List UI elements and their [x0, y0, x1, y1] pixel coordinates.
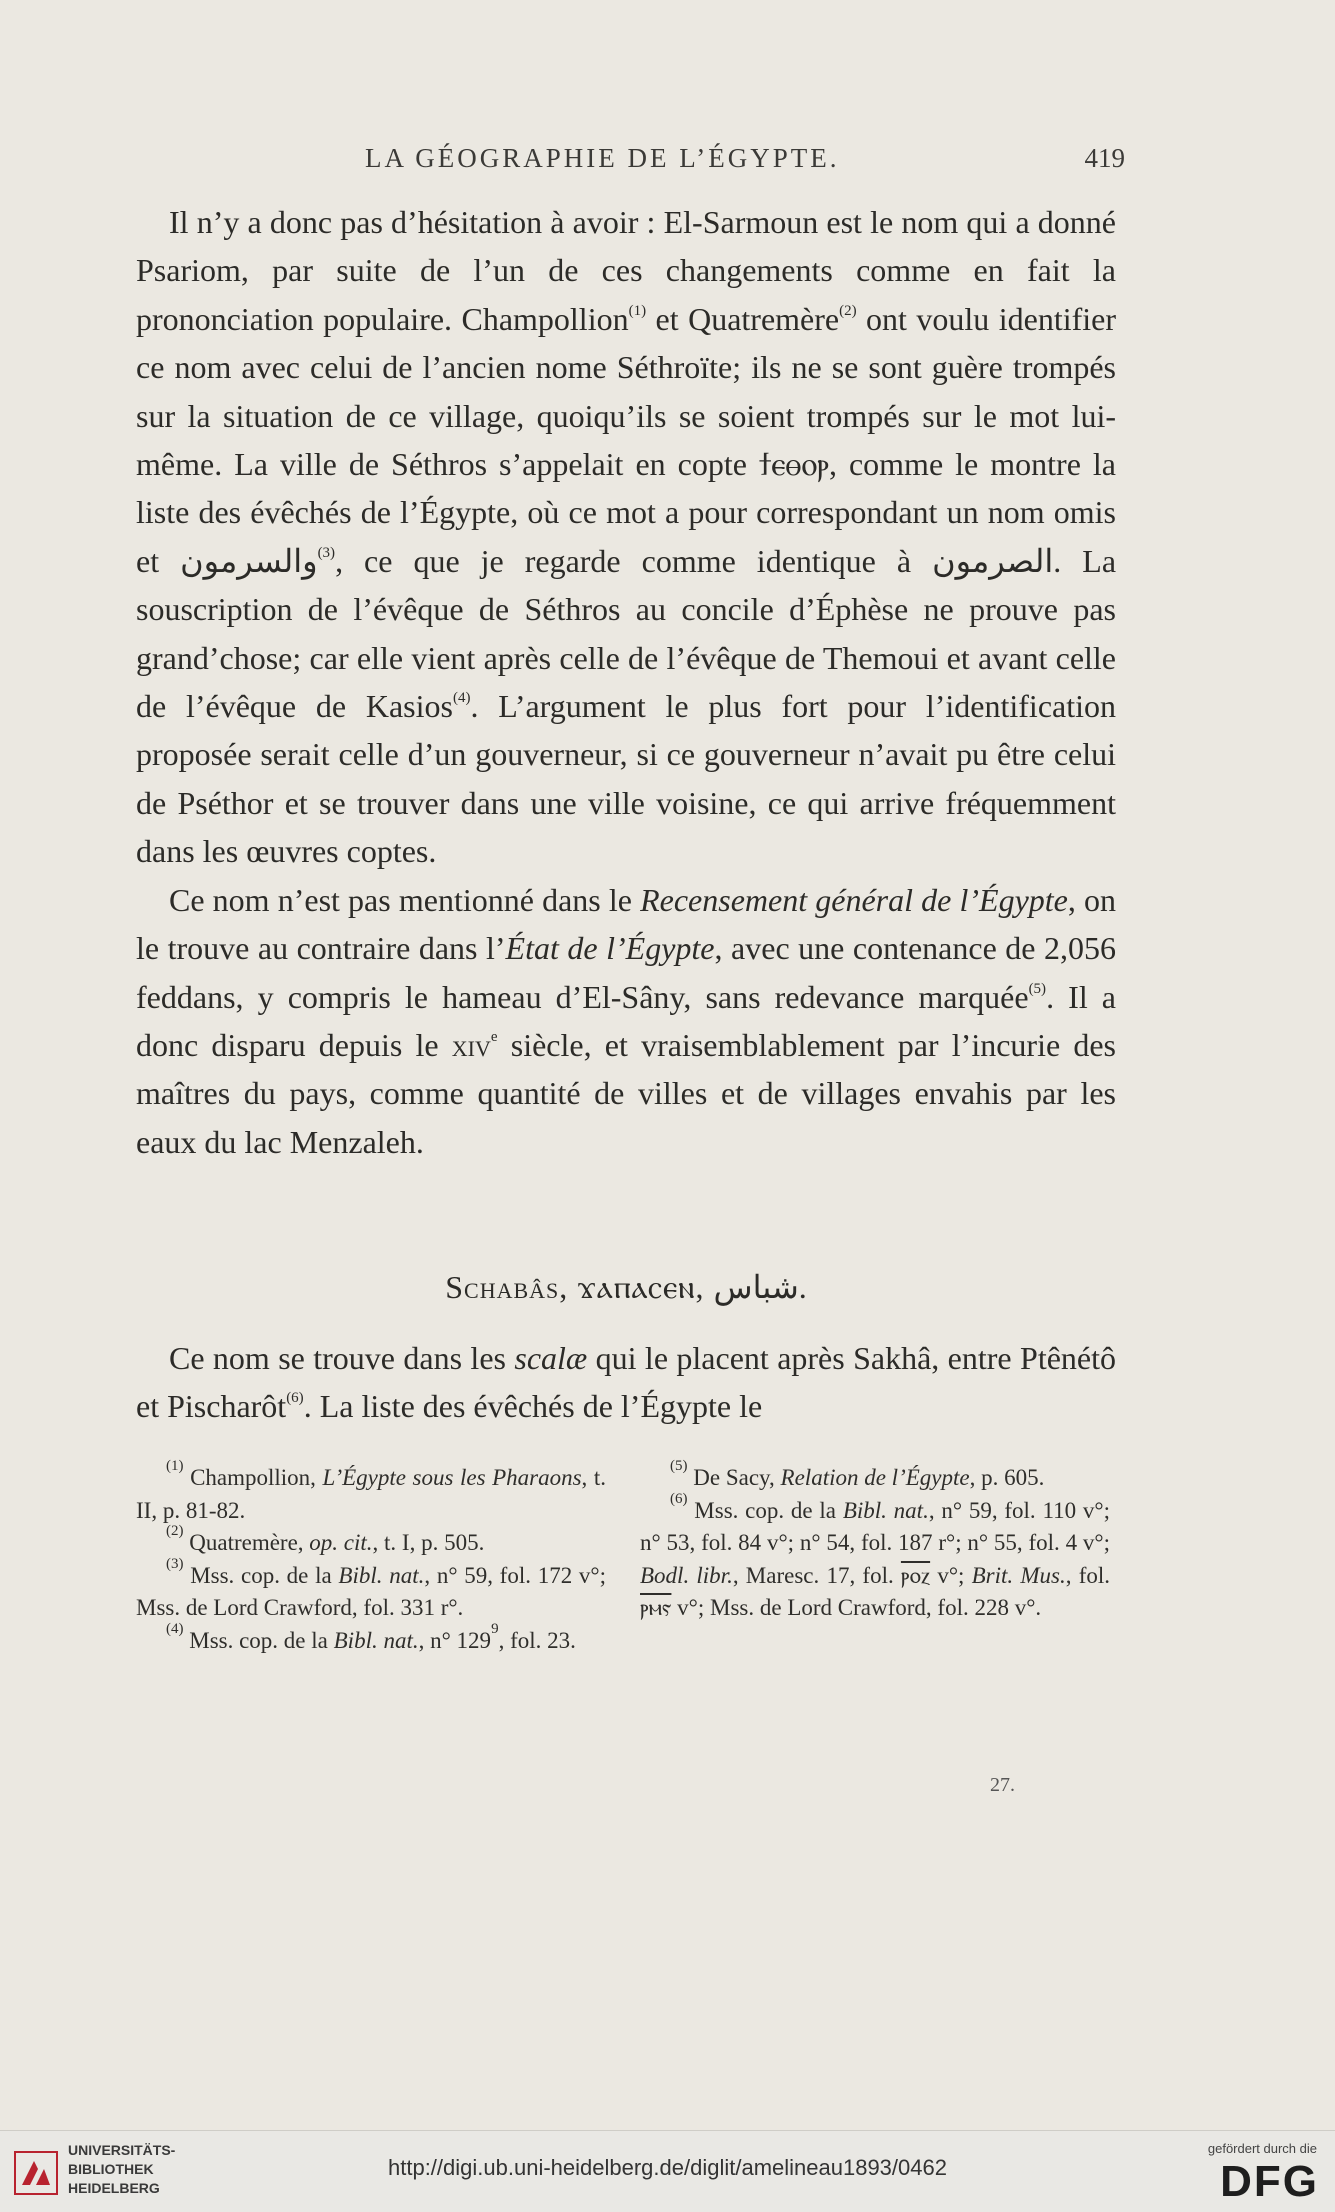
paragraph-3: Ce nom se trouve dans les scalæ qui le placent après Sakhâ, entre Ptênétô et Pischarôt$^{(6)}$. La liste des évêchés de l’Égypte le — [136, 1340, 1117, 1425]
paragraph-2: Ce nom n’est pas mentionné dans le Recensement général de l’Égypte, on le trouve au contraire dans l’État de l’Égypte, avec une contenance de 2,056 feddans, y compris le hameau d’El-Sâny, sans redevance marquée$^{(5)}$. Il a donc disparu depuis le xiv$^e$ siècle, et vraisemblablement par l’incurie des maîtres du pays, comme quantité de villes et de villages envahis par les eaux du lac Menzaleh. — [136, 881, 1117, 1160]
note-ref-2[interactable]: (2) — [839, 302, 857, 319]
note-ref-4[interactable]: (4) — [452, 690, 471, 707]
printer-signature: 27. — [990, 1774, 1015, 1796]
body-text-bottom — [136, 1334, 1116, 1431]
institution-name: UNIVERSITÄTS- BIBLIOTHEK HEIDELBERG — [68, 2142, 176, 2196]
viewer-footer — [0, 2130, 1335, 2212]
body-text-top — [136, 198, 1116, 1166]
note-ref-1[interactable]: (1) — [628, 302, 647, 319]
arabic-word: الصرمون — [932, 542, 1054, 579]
coptic-word: ϯⲉⲑⲟⲣ — [758, 446, 829, 483]
note-ref-6[interactable]: (6) — [286, 1390, 304, 1407]
footnote-2: $^{(2)}$ Quatremère, op. cit., t. I, p. 505. — [166, 1523, 485, 1555]
footnote-1: $^{(1)}$ Champollion, L’Égypte sous les Pharaons, t. II, p. 81-82. — [136, 1458, 606, 1523]
note-ref-5[interactable]: (5) — [1028, 980, 1047, 997]
footnotes-right — [640, 1458, 1110, 1625]
page-number: 419 — [1084, 143, 1125, 173]
funding-note: gefördert durch die — [1207, 2141, 1317, 2156]
header-title: LA GÉOGRAPHIE DE L’ÉGYPTE. — [365, 143, 840, 173]
footnotes-left — [136, 1458, 606, 1657]
footnote-3: $^{(3)}$ Mss. cop. de la Bibl. nat., n° 59, fol. 172 v°; Mss. de Lord Crawford, fol. 331 r°. — [136, 1555, 606, 1620]
footnote-5: $^{(5)}$ De Sacy, Relation de l’Égypte, p. 605. — [670, 1458, 1045, 1490]
arabic-word: شباس — [713, 1269, 799, 1305]
coptic-word: ϫⲁⲡⲁⲥⲉⲛ — [577, 1269, 696, 1305]
dfg-logo: DFG — [1220, 2157, 1319, 2206]
note-ref-3[interactable]: (3) — [317, 544, 336, 561]
footnote-4: $^{(4)}$ Mss. cop. de la Bibl. nat., n° $129^9$, fol. 23. — [166, 1620, 576, 1653]
section-heading: Schabâs, ϫⲁⲡⲁⲥⲉⲛ, شباس. — [445, 1269, 807, 1305]
permalink-url[interactable]: http://digi.ub.uni-heidelberg.de/diglit/amelineau1893/0462 — [388, 2155, 947, 2180]
arabic-word: والسرمون — [180, 542, 318, 579]
footnote-6: $^{(6)}$ Mss. cop. de la Bibl. nat., n° 59, fol. 110 v°; n° 53, fol. 84 v°; n° 54, fol. 187 r°; n° 55, fol. 4 v°; Bodl. libr., Maresc. 17, fol. ⲣⲟⲍ v°; Brit. Mus., fol. ⲣⲙⲋ v°; Mss. de Lord Crawford, fol. 228 v°. — [640, 1490, 1110, 1620]
paragraph-1: Il n’y a donc pas d’hésitation à avoir : El-Sarmoun est le nom qui a donné Psariom, par suite de l’un de ces changements comme en fait la prononciation populaire. Champollion$^{(1)}$ et Quatremère$^{(2)}$ ont voulu identifier ce nom avec celui de l’ancien nome Séthroïte; ils ne se sont guère trompés sur la situation de ce village, quoiqu’ils se soient trompés sur le mot lui-même. La ville de Séthros s’appelait en copte ϯⲉⲑⲟⲣ, comme le montre la liste des évêchés de l’Égypte, où ce mot a pour correspondant un nom omis et والسرمون$^{(3)}$, ce que je regarde comme identique à الصرمون. La souscription de l’évêque de Séthros au concile d’Éphèse ne prouve pas grand’chose; car elle vient après celle de l’évêque de Themoui et avant celle de l’évêque de Kasios$^{(4)}$. L’argument le plus fort pour l’identification proposée serait celle d’un gouverneur, si ce gouverneur n’avait pu être celui de Pséthor et se trouver dans une ville voisine, ce qui arrive fréquemment dans les œuvres coptes. — [136, 204, 1117, 870]
